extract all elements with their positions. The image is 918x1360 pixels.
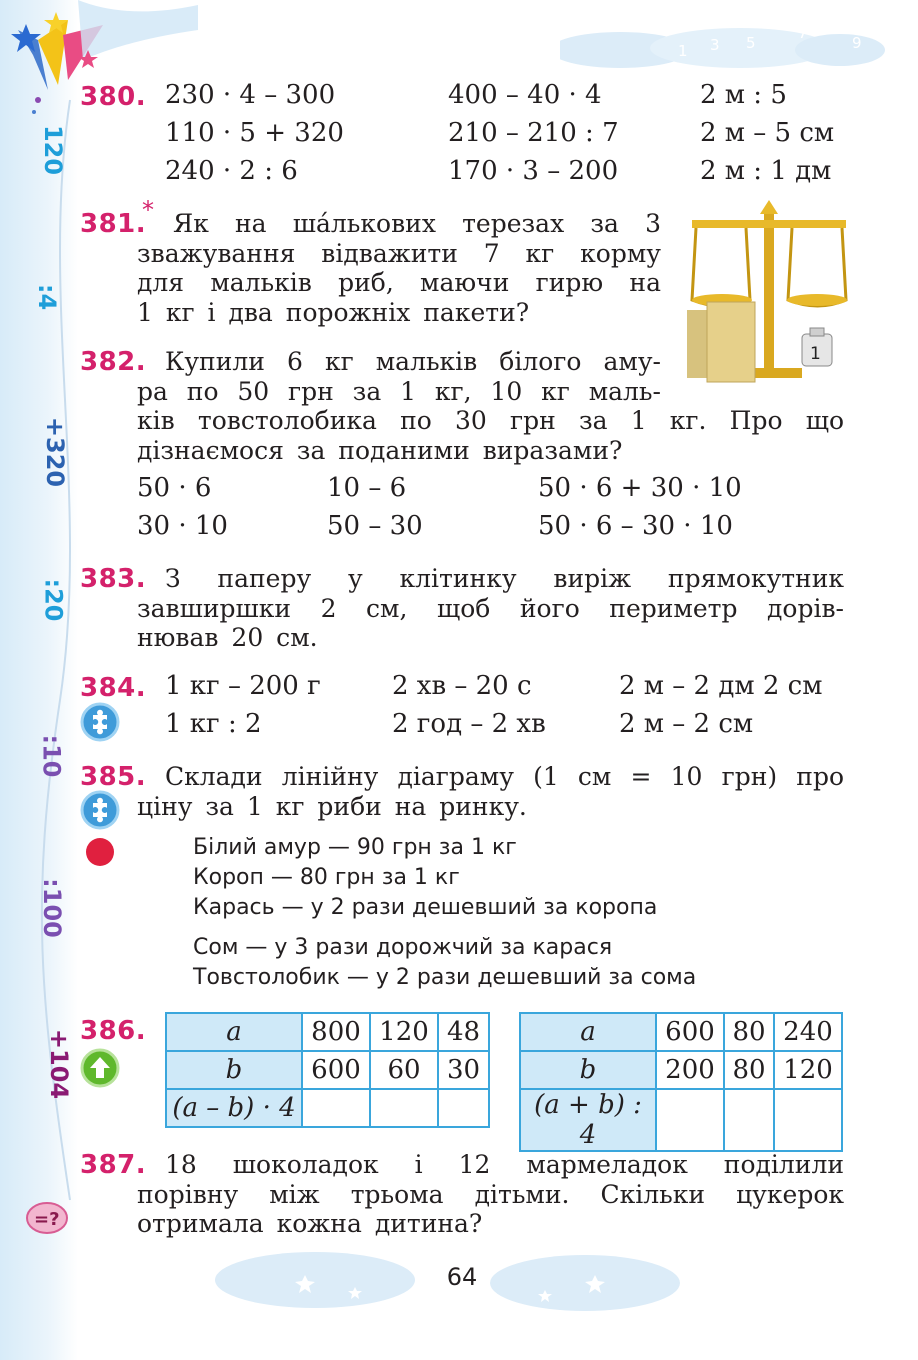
table-a-plus-b	[519, 1012, 843, 1152]
table-row	[166, 1051, 489, 1089]
price-item: Карась — у 2 рази дешевший за коропа	[193, 895, 658, 920]
ex384-expr: 1 кг : 2	[165, 709, 262, 739]
table-header-cell: b	[520, 1051, 656, 1089]
table-cell-empty	[370, 1089, 438, 1127]
ex381-text	[137, 209, 661, 327]
ex384-expr: 2 м – 2 дм 2 см	[619, 671, 823, 701]
text-line: Купили 6 кг мальків білого аму-	[165, 347, 661, 376]
ex382-expr: 10 – 6	[327, 473, 407, 503]
side-label-plus320: +320	[41, 416, 70, 488]
price-list	[193, 833, 696, 993]
text-line: для мальків риб, маючи гирю на	[137, 268, 661, 297]
price-item: Товстолобик — у 2 рази дешевший за сома	[193, 965, 697, 990]
ex382-expr: 30 · 10	[137, 511, 228, 541]
side-label-div20: :20	[39, 578, 68, 622]
table-cell: 80	[724, 1051, 774, 1089]
ex380-expr: 2 м : 1 дм	[700, 156, 832, 186]
table-row	[520, 1013, 842, 1051]
ex380-expr: 2 м : 5	[700, 80, 787, 110]
table-cell-empty	[724, 1089, 774, 1151]
text-line: нював 20 см.	[137, 623, 318, 652]
decor-digit: 7	[798, 24, 808, 42]
ex382-expr: 50 · 6 – 30 · 10	[538, 511, 733, 541]
table-cell: 120	[370, 1013, 438, 1051]
ex387-text	[137, 1150, 844, 1239]
table-header-cell: a	[166, 1013, 302, 1051]
exercise-number-385: 385.	[80, 762, 147, 792]
ex380-expr: 170 · 3 – 200	[448, 156, 619, 186]
exercise-number-380: 380.	[80, 82, 147, 112]
table-cell: 30	[438, 1051, 489, 1089]
text-line: Як на ша́лькових терезах за 3	[173, 209, 661, 238]
ex382-expr: 50 – 30	[327, 511, 423, 541]
up-arrow-icon	[80, 1048, 120, 1088]
side-label-plus104: +104	[45, 1028, 74, 1100]
balance-scales-illustration	[682, 200, 862, 390]
price-item: Білий амур — 90 грн за 1 кг	[193, 835, 517, 860]
ex382-expr: 50 · 6 + 30 · 10	[538, 473, 742, 503]
exercise-number-386: 386.	[80, 1016, 147, 1046]
ex380-expr: 240 · 2 : 6	[165, 156, 298, 186]
text-line: 1 кг і два порожніх пакети?	[137, 297, 530, 327]
ex382-text-narrow	[137, 347, 661, 406]
asterisk-icon: *	[142, 196, 154, 224]
side-label-120: 120	[39, 124, 68, 176]
side-label-div10: :10	[37, 734, 66, 778]
side-label-div4: :4	[33, 283, 62, 311]
text-line: зважування відважити 7 кг корму	[137, 238, 661, 268]
decor-digit: 3	[710, 36, 720, 54]
table-header-cell: b	[166, 1051, 302, 1089]
table-cell: 600	[656, 1013, 724, 1051]
table-cell-empty	[302, 1089, 370, 1127]
text-line: Склади лінійну діаграму (1 см = 10 грн) про	[165, 762, 844, 791]
table-header-cell: a	[520, 1013, 656, 1051]
ex384-expr: 2 хв – 20 с	[392, 671, 532, 701]
text-line: 18 шоколадок і 12 мармеладок поділили	[165, 1150, 844, 1179]
table-row	[166, 1089, 489, 1127]
table-cell: 800	[302, 1013, 370, 1051]
ex380-expr: 110 · 5 + 320	[165, 118, 344, 148]
ex385-text	[137, 762, 844, 821]
decor-digit: 5	[746, 34, 756, 52]
table-cell: 600	[302, 1051, 370, 1089]
text-line: отримала кожна дитина?	[137, 1209, 483, 1238]
decor-digit: 1	[678, 42, 688, 60]
table-header-cell: (a – b) · 4	[166, 1089, 302, 1127]
exercise-number-381: 381.	[80, 209, 147, 239]
table-cell: 240	[774, 1013, 842, 1051]
ex383-text	[137, 564, 844, 653]
exercise-number-382: 382.	[80, 347, 147, 377]
table-cell-empty	[438, 1089, 489, 1127]
ex382-expr: 50 · 6	[137, 473, 212, 503]
margin-curve-decoration	[0, 0, 90, 1360]
text-line: ків товстолобика по 30 грн за 1 кг. Про що	[137, 406, 844, 435]
weight-label: 1	[810, 344, 821, 364]
text-line: дізнаємося за поданими виразами?	[137, 435, 623, 465]
puzzle-icon	[80, 702, 120, 742]
table-row	[520, 1089, 842, 1151]
text-line: ціну за 1 кг риби на ринку.	[137, 791, 527, 821]
table-row	[520, 1051, 842, 1089]
table-cell-empty	[774, 1089, 842, 1151]
table-cell: 48	[438, 1013, 489, 1051]
red-dot-icon	[86, 838, 114, 866]
table-cell: 200	[656, 1051, 724, 1089]
exercise-number-384: 384.	[80, 673, 147, 703]
ex384-expr: 2 год – 2 хв	[392, 709, 546, 739]
ex380-expr: 2 м – 5 см	[700, 118, 835, 148]
puzzle-icon	[80, 790, 120, 830]
ex384-expr: 2 м – 2 см	[619, 709, 754, 739]
price-item: Короп — 80 грн за 1 кг	[193, 865, 460, 890]
equals-question-icon	[25, 1200, 69, 1236]
table-cell: 80	[724, 1013, 774, 1051]
text-line: ра по 50 грн за 1 кг, 10 кг маль-	[137, 376, 661, 406]
table-cell: 60	[370, 1051, 438, 1089]
ex380-expr: 230 · 4 – 300	[165, 80, 336, 110]
text-line: З паперу у клітинку виріж прямокутник	[165, 564, 844, 593]
ex384-expr: 1 кг – 200 г	[165, 671, 321, 701]
side-label-div100: :100	[37, 878, 66, 938]
table-cell: 120	[774, 1051, 842, 1089]
price-item: Сом — у 3 рази дорожчий за карася	[193, 935, 613, 960]
ex380-expr: 400 – 40 · 4	[448, 80, 602, 110]
table-cell-empty	[656, 1089, 724, 1151]
text-line: завширшки 2 см, щоб його периметр дорів-	[137, 593, 844, 623]
table-a-minus-b	[165, 1012, 490, 1128]
exercise-number-383: 383.	[80, 564, 147, 594]
cloud-decoration-top	[560, 20, 890, 80]
ex380-expr: 210 – 210 : 7	[448, 118, 619, 148]
page-number: 64	[446, 1263, 478, 1291]
ex382-text-wide	[137, 406, 844, 465]
decor-digit: 9	[852, 34, 862, 52]
text-line: порівну між трьома дітьми. Скільки цукерок	[137, 1179, 844, 1209]
table-row	[166, 1013, 489, 1051]
table-header-cell: (a + b) : 4	[520, 1089, 656, 1151]
exercise-number-387: 387.	[80, 1150, 147, 1180]
eq-icon-text: =?	[34, 1209, 60, 1230]
